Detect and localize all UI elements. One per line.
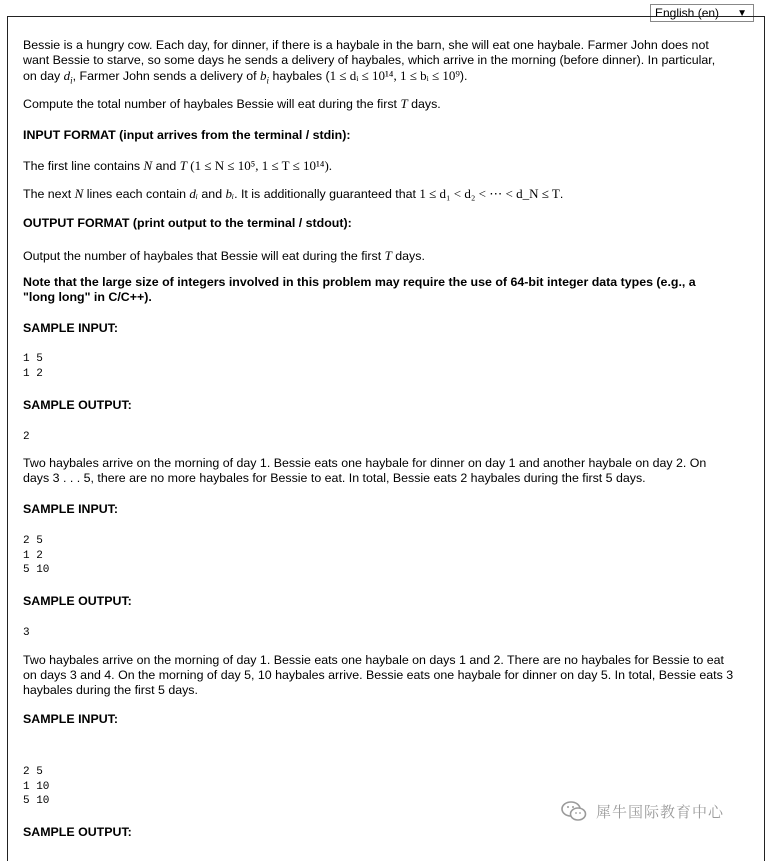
- chevron-down-icon: ▼: [737, 7, 747, 19]
- intro-line: Bessie is a hungry cow. Each day, for dinner, if there is a haybale in the barn, she will eat one haybale. Farmer John does not: [23, 38, 709, 52]
- sample-output-heading: SAMPLE OUTPUT:: [23, 398, 132, 412]
- note-line: Note that the large size of integers involved in this problem may require the use of 64-bit integer data types (e.g., a: [23, 275, 696, 289]
- sample-explanation: on days 3 and 4. On the morning of day 5, 10 haybales arrive. Bessie eats one haybale for dinner on day 5. In total, Bessie eats 3: [23, 668, 734, 682]
- output-format-line: Output the number of haybales that Bessie will eat during the first T days.: [23, 248, 425, 263]
- input-format-line1: The first line contains N and T (1 ≤ N ≤ 10⁵, 1 ≤ T ≤ 10¹⁴).: [23, 158, 333, 173]
- sample-input-heading: SAMPLE INPUT:: [23, 321, 118, 335]
- input-format-line2: The next N lines each contain dᵢ and bᵢ. It is additionally guaranteed that 1 ≤ d₁ < d₂ < ⋯ < d_N ≤ T.: [23, 186, 564, 201]
- sample-explanation: Two haybales arrive on the morning of day 1. Bessie eats one haybale for dinner on day 1 and another haybale on day 2. On: [23, 456, 707, 470]
- sample-output-block: 2: [23, 431, 30, 443]
- output-format-heading: OUTPUT FORMAT (print output to the terminal / stdout):: [23, 216, 352, 230]
- intro-line: want Bessie to starve, so some days he sends a delivery of haybales, which arrive in the morning (before dinner). In particular,: [23, 53, 716, 67]
- sample-explanation: days 3 . . . 5, there are no more haybales for Bessie to eat. In total, Bessie eats 2 haybales during the first 5 days.: [23, 471, 646, 485]
- intro-line: on day $d_i$, Farmer John sends a delivery of $b_i$ haybales (1 ≤ dᵢ ≤ 10¹⁴, 1 ≤ bᵢ ≤ 10⁹).: [23, 68, 468, 86]
- sample-output-heading: SAMPLE OUTPUT:: [23, 594, 132, 608]
- sample-output-heading: SAMPLE OUTPUT:: [23, 825, 132, 839]
- sample-explanation: Two haybales arrive on the morning of day 1. Bessie eats one haybale on days 1 and 2. There are no haybales for Bessie to eat: [23, 653, 724, 667]
- note-line: "long long" in C/C++).: [23, 290, 152, 304]
- sample-input-heading: SAMPLE INPUT:: [23, 712, 118, 726]
- sample-input-block: 1 5 1 2: [23, 353, 43, 380]
- sample-output-block: 3: [23, 627, 30, 639]
- input-format-heading: INPUT FORMAT (input arrives from the terminal / stdin):: [23, 128, 351, 142]
- sample-explanation: haybales during the first 5 days.: [23, 683, 198, 697]
- wechat-icon: [560, 800, 588, 822]
- sample-input-block: 2 5 1 2 5 10: [23, 535, 50, 576]
- language-select-value: English (en): [655, 6, 720, 20]
- sample-input-block: 2 5 1 10 5 10: [23, 766, 50, 807]
- sample-input-heading: SAMPLE INPUT:: [23, 502, 118, 516]
- compute-line: Compute the total number of haybales Bessie will eat during the first T days.: [23, 96, 441, 111]
- watermark-text: 犀牛国际教育中心: [596, 802, 725, 821]
- watermark: [560, 800, 724, 822]
